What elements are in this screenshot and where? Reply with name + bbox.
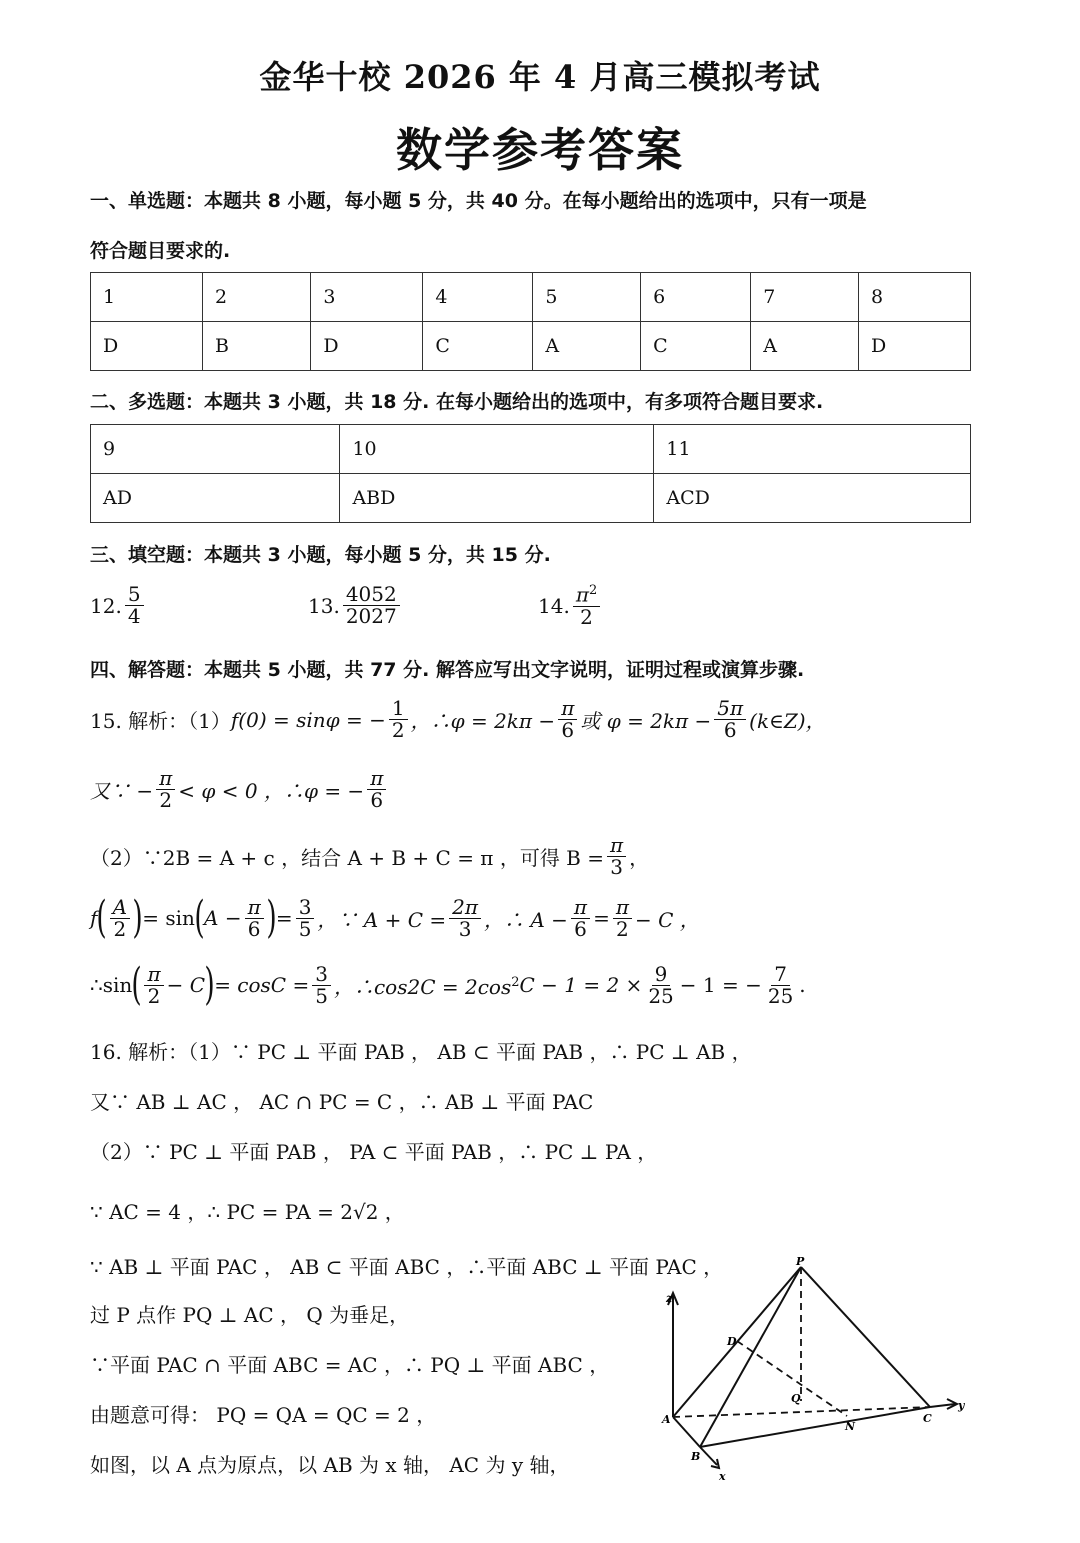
table-cell: ABD (340, 474, 654, 523)
q16-line-8: 由题意可得： PQ = QA = QC = 2 ， (90, 1403, 437, 1427)
fraction (558, 698, 577, 741)
table-cell: 4 (423, 273, 533, 322)
numerator: π (367, 768, 386, 790)
denominator: 25 (648, 983, 674, 1008)
table-cell: A (533, 322, 641, 371)
table-cell: 5 (533, 273, 641, 322)
table-cell: 10 (340, 425, 654, 474)
table-cell: 8 (859, 273, 971, 322)
fraction (389, 698, 408, 741)
x-axis (700, 1447, 717, 1465)
exponent: 2 (588, 583, 598, 598)
q16-line-7: ∵平面 PAC ∩ 平面 ABC = AC ，∴ PQ ⊥ 平面 ABC ， (90, 1353, 610, 1377)
paren-open: ( (131, 959, 143, 1010)
label-D: D (727, 1335, 737, 1348)
q15-line-5 (90, 959, 806, 1010)
fraction (714, 698, 746, 741)
q16-line-4: ∵ AC = 4 ，∴ PC = PA = 2√2 ， (90, 1200, 405, 1224)
table-cell: B (202, 322, 310, 371)
math: < φ < 0 ，∴φ = − (178, 779, 365, 803)
fraction (573, 584, 600, 628)
text: ， (629, 846, 650, 870)
label-N: N (845, 1420, 856, 1433)
table-row-numbers (91, 273, 971, 322)
denominator: 4 (127, 604, 141, 628)
q16-line-3: （2）∵ PC ⊥ 平面 PAB ， PA ⊂ 平面 PAB ，∴ PC ⊥ PA ， (90, 1140, 658, 1164)
answer-13 (308, 584, 403, 627)
q15-line-4 (90, 892, 700, 943)
table-cell: ACD (654, 474, 971, 523)
q16-line-2: 又∵ AB ⊥ AC ， AC ∩ PC = C ，∴ AB ⊥ 平面 PAC (90, 1090, 594, 1114)
denominator: 5 (298, 916, 312, 941)
math: ，∴φ = 2kπ − (410, 709, 556, 733)
numerator: π (156, 768, 175, 790)
multi-choice-table (90, 424, 971, 523)
question-number: 14. (538, 593, 570, 618)
label-z: z (666, 1292, 673, 1305)
numerator: 5 (125, 584, 144, 606)
label-Q: Q (791, 1392, 801, 1405)
edge-AB (673, 1417, 700, 1447)
single-choice-table (90, 272, 971, 371)
paren-close: ) (204, 959, 215, 1010)
denominator: 2 (159, 788, 173, 812)
numerator: 2π (449, 897, 481, 919)
fraction (312, 961, 331, 1008)
fraction (110, 894, 130, 941)
numerator: π (607, 835, 626, 857)
math: ，∴ A − (484, 907, 568, 932)
fraction (367, 768, 386, 811)
fraction (607, 835, 626, 878)
answer-key-title: 数学参考答案 (396, 123, 684, 177)
paren-open: ( (96, 892, 108, 943)
label-y: y (958, 1399, 965, 1412)
table-cell: A (751, 322, 859, 371)
math: = cosC = (214, 973, 310, 997)
table-cell: 11 (654, 425, 971, 474)
paren-close: ) (132, 892, 143, 943)
denominator: 6 (574, 916, 587, 941)
q15-line-1 (90, 698, 826, 741)
label-C: C (923, 1412, 932, 1425)
section1-heading-cont: 符合题目要求的. (90, 240, 231, 262)
fraction (765, 961, 796, 1008)
math: ∴sin (90, 973, 133, 997)
fraction (343, 584, 400, 627)
denominator: 25 (767, 983, 794, 1008)
edge-AC-dashed (673, 1407, 930, 1417)
answer-14 (538, 584, 603, 628)
table-cell: D (859, 322, 971, 371)
q16-line-9: 如图，以 A 点为原点，以 AB 为 x 轴， AC 为 y 轴， (90, 1453, 570, 1477)
label-P: P (796, 1255, 805, 1268)
section4-heading: 四、解答题：本题共 5 小题，共 77 分. 解答应写出文字说明，证明过程或演算步骤. (90, 659, 805, 681)
text: 15. 解析：（1） (90, 709, 231, 733)
denominator: 6 (370, 788, 384, 812)
paren-close: ) (266, 892, 277, 943)
edge-PC (801, 1267, 930, 1407)
math: − C (166, 973, 206, 997)
numerator: 5π (714, 698, 746, 720)
fraction (645, 961, 676, 1008)
numerator: 1 (389, 698, 408, 720)
table-cell: 9 (91, 425, 340, 474)
table-cell: 6 (641, 273, 751, 322)
paren-open: ( (194, 892, 205, 943)
numerator: π (245, 897, 264, 919)
table-cell: 3 (311, 273, 423, 322)
denominator: 6 (561, 718, 575, 742)
pyramid-diagram (655, 1255, 975, 1485)
fraction (245, 894, 264, 941)
q16-line-6: 过 P 点作 PQ ⊥ AC ， Q 为垂足， (90, 1303, 410, 1327)
question-number: 13. (308, 593, 340, 618)
denominator: 3 (610, 855, 623, 879)
numerator: π (575, 582, 589, 607)
denominator: 2 (616, 916, 629, 941)
fraction (144, 961, 163, 1008)
label-B: B (691, 1450, 701, 1463)
table-cell: 1 (91, 273, 203, 322)
denominator: 2 (580, 604, 593, 629)
table-row-answers (91, 474, 971, 523)
numerator: π (558, 698, 577, 720)
q16-line-5: ∵ AB ⊥ 平面 PAC ， AB ⊂ 平面 ABC ，∴平面 ABC ⊥ 平面 PAC ， (90, 1255, 724, 1279)
fraction (571, 894, 590, 941)
section3-heading: 三、填空题：本题共 3 小题，每小题 5 分，共 15 分. (90, 544, 551, 566)
fraction (449, 894, 481, 941)
table-cell: 7 (751, 273, 859, 322)
question-number: 12. (90, 593, 122, 618)
denominator: 3 (458, 916, 472, 941)
numerator: π (613, 897, 632, 919)
edge-PB (700, 1267, 801, 1447)
denominator: 2027 (345, 604, 397, 628)
fraction (296, 894, 315, 941)
numerator: 9 (652, 964, 671, 986)
numerator: 7 (771, 964, 790, 986)
math: ，∴cos2C = 2cos (333, 974, 512, 999)
fraction (125, 584, 144, 627)
label-x: x (719, 1470, 726, 1483)
exam-title: 金华十校 2026 年 4 月高三模拟考试 (259, 58, 821, 96)
numerator: π (571, 897, 590, 919)
numerator: π (144, 964, 163, 986)
math: = sin (142, 906, 195, 930)
table-cell: D (311, 322, 423, 371)
math: (k∈Z)， (749, 709, 826, 733)
denominator: 6 (723, 718, 737, 742)
table-cell: AD (91, 474, 340, 523)
exponent: 2 (511, 975, 520, 990)
math: = (593, 906, 610, 930)
label-A: A (662, 1413, 671, 1426)
math: f (90, 906, 98, 930)
fraction (613, 894, 632, 941)
denominator: 2 (147, 983, 161, 1008)
math: A − (204, 906, 242, 930)
table-cell: C (641, 322, 751, 371)
math: （2）∵2B = A + c ，结合 A + B + C = π ，可得 B = (90, 846, 604, 870)
math: − 1 = − (679, 973, 762, 997)
q15-line-3 (90, 835, 649, 878)
q15-line-2 (90, 768, 389, 811)
math: 又∵ − (90, 779, 154, 803)
math: 或 φ = 2kπ − (580, 709, 712, 733)
numerator: 3 (312, 964, 331, 986)
table-cell: D (91, 322, 203, 371)
denominator: 2 (113, 916, 127, 941)
table-cell: 2 (202, 273, 310, 322)
table-row-answers (91, 322, 971, 371)
math: C − 1 = 2 × (519, 973, 643, 997)
math: f(0) = sinφ = − (230, 707, 386, 732)
math: ，∵ A + C = (317, 907, 447, 932)
answer-12 (90, 584, 147, 627)
section1-heading: 一、单选题：本题共 8 小题，每小题 5 分，共 40 分。在每小题给出的选项中，只有一项是 (90, 190, 867, 212)
numerator: 3 (296, 897, 315, 919)
denominator: 6 (247, 916, 261, 941)
edge-BC (700, 1407, 930, 1447)
table-row-numbers (91, 425, 971, 474)
math: − C ， (635, 907, 700, 932)
numerator: A (110, 897, 130, 919)
numerator: 4052 (343, 584, 400, 606)
text: . (799, 973, 806, 997)
denominator: 2 (391, 718, 405, 742)
fraction (156, 768, 175, 811)
denominator: 5 (315, 983, 328, 1008)
math: = (275, 906, 293, 930)
section2-heading: 二、多选题：本题共 3 小题，共 18 分. 在每小题给出的选项中，有多项符合题目要求. (90, 391, 824, 413)
q16-line-1: 16. 解析：（1）∵ PC ⊥ 平面 PAB ， AB ⊂ 平面 PAB ，∴ PC ⊥ AB ， (90, 1040, 752, 1064)
table-cell: C (423, 322, 533, 371)
